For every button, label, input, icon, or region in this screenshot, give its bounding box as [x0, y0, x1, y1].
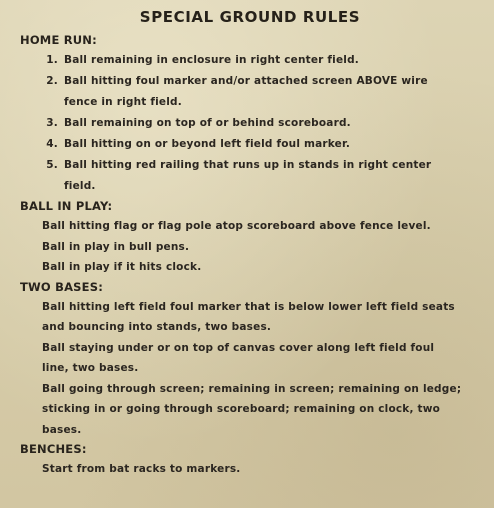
section-heading-ball-in-play: BALL IN PLAY: — [20, 199, 113, 213]
item-text: Ball hitting foul marker and/or attached screen ABOVE wire fence in right field. — [64, 75, 428, 108]
list-item — [20, 134, 480, 155]
list-item — [20, 71, 480, 113]
rule-paragraph: Ball in play if it hits clock. — [42, 261, 202, 273]
item-text: Ball hitting red railing that runs up in stands in right center field. — [64, 159, 432, 192]
item-number: 2. — [46, 75, 58, 87]
item-number: 3. — [46, 117, 58, 129]
rule-paragraph: Ball in play in bull pens. — [42, 240, 190, 253]
item-text: Ball hitting on or beyond left field foul marker. — [64, 138, 351, 150]
section-heading-home-run: HOME RUN: — [20, 33, 97, 47]
list-item — [20, 50, 480, 71]
item-text: Ball remaining on top of or behind scoreboard. — [64, 117, 351, 129]
section-heading-benches: BENCHES: — [20, 442, 87, 456]
item-number: 5. — [46, 159, 58, 171]
rule-paragraph: Ball hitting flag or flag pole atop scoreboard above fence level. — [42, 220, 431, 232]
item-text: Ball remaining in enclosure in right center field. — [64, 54, 359, 66]
page-title: SPECIAL GROUND RULES — [139, 8, 361, 26]
rule-paragraph: Ball going through screen; remaining in screen; remaining on ledge; sticking in or going through scoreboard; remaining on clock, two bases. — [42, 382, 462, 436]
list-item — [20, 155, 480, 197]
item-number: 4. — [46, 138, 58, 150]
rule-paragraph: Ball staying under or on top of canvas cover along left field foul line, two bases. — [42, 341, 435, 374]
rule-paragraph: Start from bat racks to markers. — [42, 463, 241, 475]
item-number: 1. — [46, 54, 58, 66]
list-item — [20, 113, 480, 134]
home-run-list — [20, 50, 480, 197]
section-heading-two-bases: TWO BASES: — [20, 279, 103, 294]
rule-paragraph: Ball hitting left field foul marker that is below lower left field seats and bouncing into stands, two bases. — [42, 300, 455, 333]
